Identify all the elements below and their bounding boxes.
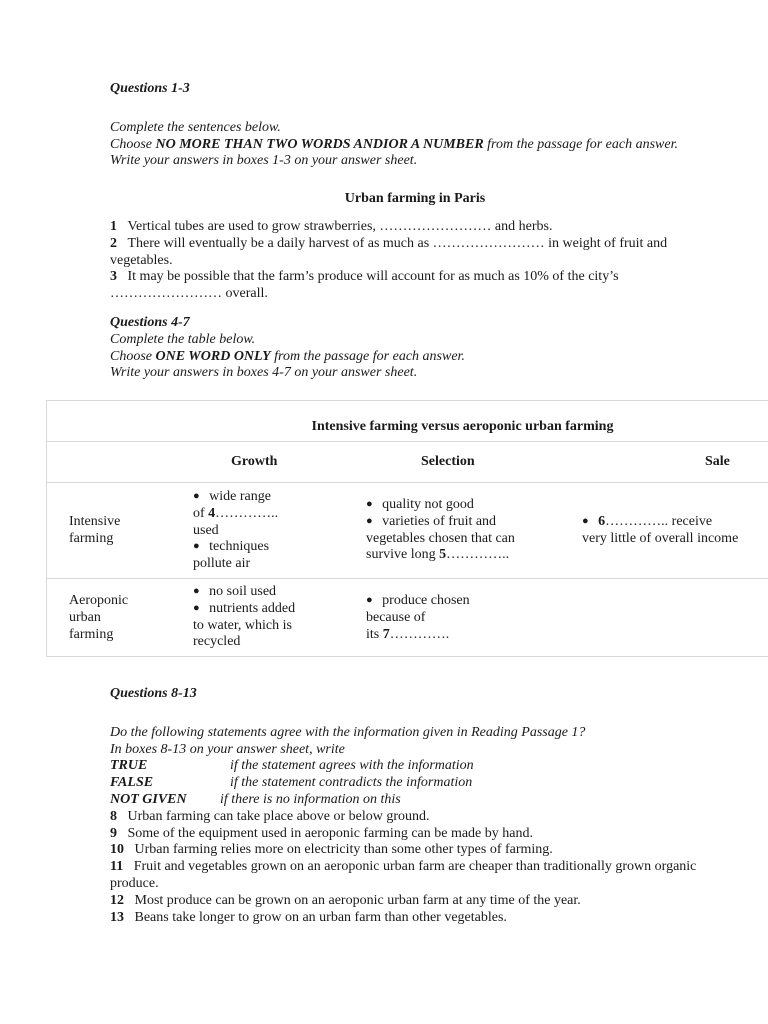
question-list [110,219,720,303]
section-heading: Questions 4-7 [110,315,190,330]
instruction: Choose NO MORE THAN TWO WORDS ANDIOR A NUMBER from the passage for each answer. [110,136,678,152]
section-questions-1-3 [110,81,720,170]
instruction-emphasis: ONE WORD ONLY [155,348,271,364]
instruction: Choose ONE WORD ONLY from the passage for each answer. [110,348,465,364]
bullet-icon: ● [366,498,373,510]
instruction: Write your answers in boxes 4-7 on your answer sheet. [110,365,418,381]
table-divider [47,578,768,579]
instruction: Complete the table below. [110,331,256,347]
bullet-icon: ● [193,540,200,553]
cell-aeroponic-growth: ● no soil used ● nutrients added to water, which is recycled [193,584,296,650]
question-item: 2 There will eventually be a daily harvest of as much as …………………… in weight of fruit and vegetables. [110,235,668,268]
table-divider [47,482,768,483]
section-questions-4-7 [110,315,720,382]
passage-subtitle: Urban farming in Paris [344,191,486,206]
question-item: 10 Urban farming relies more on electricity than some other types of farming. [110,842,553,858]
table-title: Intensive farming versus aeroponic urban farming [311,419,614,434]
bullet-icon: ● [193,601,200,614]
tf-key-true: TRUE if the statement agrees with the information [110,758,474,774]
question-item: 13 Beans take longer to grow on an urban farm than other vegetables. [110,909,507,925]
bullet-icon: ● [582,515,589,527]
cell-intensive-sale: ● 6………….. receive very little of overall income [582,514,739,546]
instruction: Do the following statements agree with the information given in Reading Passage 1? [110,724,586,740]
tf-key-not-given: NOT GIVEN if there is no information on this [110,791,401,807]
comparison-table [46,400,768,657]
question-item: 12 Most produce can be grown on an aeroponic urban farm at any time of the year. [110,892,581,908]
row-label-aeroponic: Aeroponic urban farming [69,593,129,642]
instruction-emphasis: NO MORE THAN TWO WORDS ANDIOR A NUMBER [155,136,484,152]
section-heading: Questions 1-3 [110,81,190,96]
section-heading: Questions 8-13 [110,686,197,701]
column-header-sale: Sale [705,454,730,469]
question-item: 1 Vertical tubes are used to grow strawberries, …………………… and herbs. [110,219,553,234]
bullet-icon: ● [193,490,200,502]
instruction: Write your answers in boxes 1-3 on your answer sheet. [110,153,418,169]
bullet-icon: ● [193,585,200,597]
question-item: 11 Fruit and vegetables grown on an aeroponic urban farm are cheaper than traditionally grown organic produce. [110,859,697,891]
table-divider [47,441,768,442]
cell-intensive-growth: ● wide range of 4………….. used ● techniques pollute air [193,489,279,572]
column-header-selection: Selection [421,454,475,469]
row-label-intensive: Intensive farming [69,514,121,546]
question-item: 9 Some of the equipment used in aeroponic farming can be made by hand. [110,825,533,841]
column-header-growth: Growth [231,454,278,469]
instruction: In boxes 8-13 on your answer sheet, write [110,741,345,757]
bullet-icon: ● [366,594,373,606]
cell-aeroponic-selection: ● produce chosen because of its 7…………. [366,593,470,642]
instruction: Complete the sentences below. [110,119,281,135]
question-item: 8 Urban farming can take place above or below ground. [110,808,430,824]
question-item: 3 It may be possible that the farm’s produce will account for as much as 10% of the city’s …………………… overall. [110,269,619,302]
bullet-icon: ● [366,514,373,527]
tf-key-false: FALSE if the statement contradicts the information [110,775,473,791]
cell-intensive-selection: ● quality not good ● varieties of fruit and vegetables chosen that can survive long 5………….. [366,497,515,563]
section-questions-8-13 [110,686,720,926]
